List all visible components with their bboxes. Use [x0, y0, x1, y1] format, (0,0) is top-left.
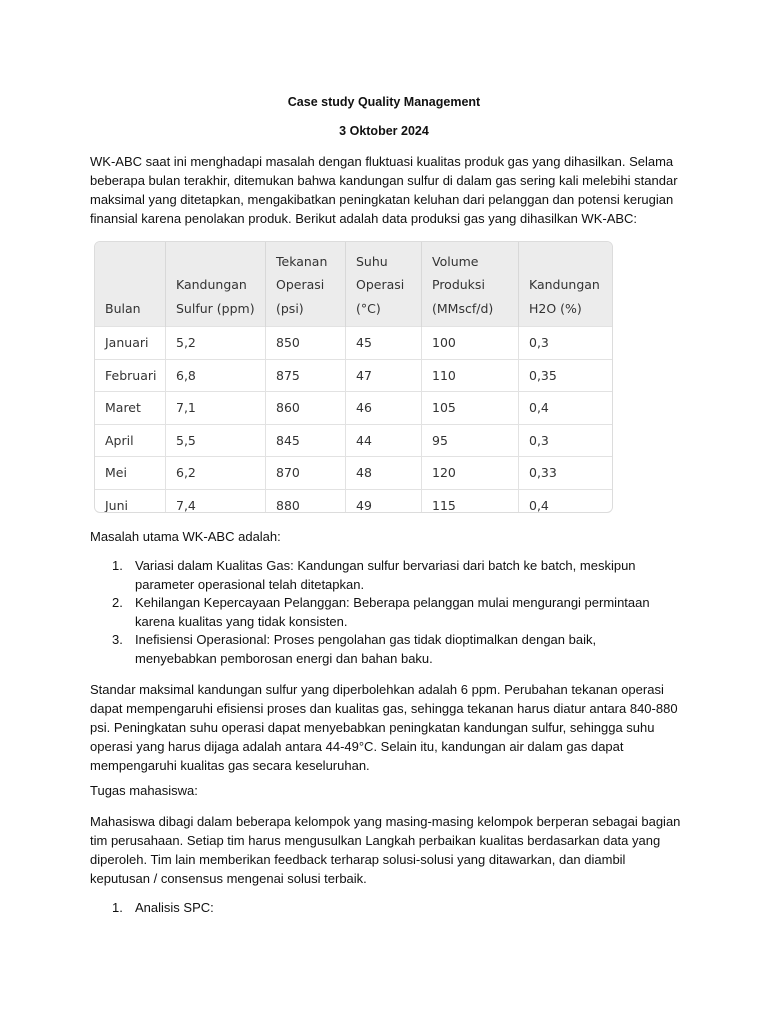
list-item — [90, 899, 680, 918]
table-cell: 6,8 — [166, 359, 266, 392]
table-cell: 0,3 — [519, 327, 613, 360]
column-header: Suhu Operasi (°C) — [346, 242, 422, 327]
table-row — [95, 457, 612, 490]
table-cell: 850 — [266, 327, 346, 360]
table-cell: 845 — [266, 424, 346, 457]
table-cell: Juni — [95, 489, 166, 513]
table-cell: 120 — [422, 457, 519, 490]
table-cell: 875 — [266, 359, 346, 392]
table-row — [95, 392, 612, 425]
tugas-heading: Tugas mahasiswa: — [90, 783, 198, 798]
column-header: Kandungan Sulfur (ppm) — [166, 242, 266, 327]
table-cell: 48 — [346, 457, 422, 490]
table-cell: 105 — [422, 392, 519, 425]
table-cell: 110 — [422, 359, 519, 392]
table-row — [95, 359, 612, 392]
list-item — [90, 557, 680, 594]
table-cell: 47 — [346, 359, 422, 392]
table-cell: 0,4 — [519, 392, 613, 425]
document-title: Case study Quality Management — [287, 95, 481, 109]
table-cell: 44 — [346, 424, 422, 457]
document-date: 3 Oktober 2024 — [339, 124, 429, 138]
table-cell: 49 — [346, 489, 422, 513]
table-cell: 6,2 — [166, 457, 266, 490]
table-cell: 95 — [422, 424, 519, 457]
list-number: 1. — [112, 900, 123, 915]
table-row — [95, 327, 612, 360]
table-cell: Maret — [95, 392, 166, 425]
table-cell: Januari — [95, 327, 166, 360]
production-data-table — [94, 241, 613, 513]
table-cell: 870 — [266, 457, 346, 490]
table-cell: 860 — [266, 392, 346, 425]
table-cell: 100 — [422, 327, 519, 360]
list-item-text: Inefisiensi Operasional: Proses pengolahan gas tidak dioptimalkan dengan baik, menyebabkan pemborosan energi dan bahan baku. — [135, 632, 597, 666]
table-row — [95, 489, 612, 513]
table-cell: 0,3 — [519, 424, 613, 457]
table-cell: 880 — [266, 489, 346, 513]
table-cell: Mei — [95, 457, 166, 490]
table-row — [95, 424, 612, 457]
column-header: Kandungan H2O (%) — [519, 242, 613, 327]
intro-paragraph: WK-ABC saat ini menghadapi masalah dengan fluktuasi kualitas produk gas yang dihasilkan. Selama beberapa bulan terakhir, ditemukan bahwa kandungan sulfur di dalam gas sering kali melebihi standar maksimal yang ditetapkan, mengakibatkan peningkatan keluhan dari pelanggan dan potensi kerugian finansial karena penolakan produk. Berikut adalah data produksi gas yang dihasilkan WK-ABC: — [90, 154, 678, 226]
table-header-row — [95, 242, 612, 327]
table-cell: 5,5 — [166, 424, 266, 457]
standar-paragraph: Standar maksimal kandungan sulfur yang diperbolehkan adalah 6 ppm. Perubahan tekanan operasi dapat mempengaruhi efisiensi proses dan kualitas gas, sehingga tekanan harus diatur antara 840-880 psi. Peningkatan suhu operasi dapat menyebabkan peningkatan kandungan sulfur, sehingga suhu operasi yang harus dijaga adalah antara 44-49°C. Selain itu, kandungan air dalam gas dapat mempengaruhi kualitas gas secara keseluruhan. — [90, 682, 678, 773]
table-cell: Februari — [95, 359, 166, 392]
column-header: Volume Produksi (MMscf/d) — [422, 242, 519, 327]
table-cell: 0,4 — [519, 489, 613, 513]
table-cell: 7,1 — [166, 392, 266, 425]
table-cell: 115 — [422, 489, 519, 513]
list-item-text: Kehilangan Kepercayaan Pelanggan: Beberapa pelanggan mulai mengurangi permintaan karena kualitas yang tidak konsisten. — [135, 595, 650, 629]
table-cell: April — [95, 424, 166, 457]
list-number: 2. — [112, 595, 123, 610]
table-cell: 7,4 — [166, 489, 266, 513]
table-cell: 46 — [346, 392, 422, 425]
column-header: Bulan — [95, 242, 166, 327]
table-cell: 45 — [346, 327, 422, 360]
list-item — [90, 594, 680, 631]
masalah-list — [90, 557, 680, 668]
list-number: 1. — [112, 558, 123, 573]
list-number: 3. — [112, 632, 123, 647]
masalah-heading: Masalah utama WK-ABC adalah: — [90, 529, 281, 544]
table-cell: 0,35 — [519, 359, 613, 392]
table-cell: 5,2 — [166, 327, 266, 360]
list-item-text: Analisis SPC: — [135, 900, 214, 915]
list-item — [90, 631, 680, 668]
list-item-text: Variasi dalam Kualitas Gas: Kandungan sulfur bervariasi dari batch ke batch, meskipun parameter operasional telah ditetapkan. — [135, 558, 636, 592]
tugas-list — [90, 899, 680, 918]
column-header: Tekanan Operasi (psi) — [266, 242, 346, 327]
mahasiswa-paragraph: Mahasiswa dibagi dalam beberapa kelompok yang masing-masing kelompok berperan sebagai bagian tim perusahaan. Setiap tim harus mengusulkan Langkah perbaikan kualitas berdasarkan data yang diperoleh. Tim lain memberikan feedback terharap solusi-solusi yang ditawarkan, dan diambil keputusan / consensus mengenai solusi terbaik. — [90, 814, 681, 886]
table-cell: 0,33 — [519, 457, 613, 490]
